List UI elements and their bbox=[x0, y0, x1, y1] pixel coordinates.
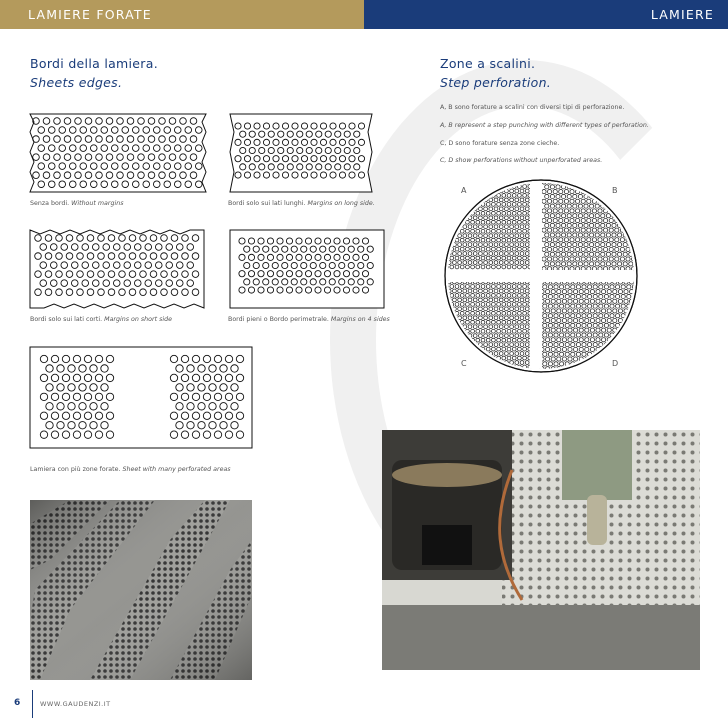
step-line-4: C, D show perforations without unperforated areas. bbox=[440, 157, 603, 164]
section-title-it: Bordi della lamiera. bbox=[30, 56, 158, 71]
label-a: A bbox=[461, 186, 467, 195]
label-c: C bbox=[461, 359, 467, 368]
sheet-long-margins bbox=[228, 112, 374, 194]
step-line-2: A, B represent a step punching with different types of perforation. bbox=[440, 122, 649, 129]
header-left-title: LAMIERE FORATE bbox=[28, 7, 152, 22]
step-perforation-diagram bbox=[436, 178, 646, 374]
sheet-short-margins bbox=[28, 228, 206, 310]
caption-short-margins: Bordi solo sui lati corti. Margins on short side bbox=[30, 316, 172, 323]
section-title-en: Sheets edges. bbox=[30, 75, 123, 90]
punching-machine-photo bbox=[382, 430, 700, 670]
label-b: B bbox=[612, 186, 618, 195]
caption-long-margins: Bordi solo sui lati lunghi. Margins on long side. bbox=[228, 200, 375, 207]
caption-four-margins: Bordi pieni o Bordo perimetrale. Margins on 4 sides bbox=[228, 316, 390, 323]
step-title-it: Zone a scalini. bbox=[440, 56, 536, 71]
label-d: D bbox=[612, 359, 619, 368]
perforated-strips-photo bbox=[30, 500, 252, 680]
step-line-1: A, B sono forature a scalini con diversi tipi di perforazione. bbox=[440, 104, 625, 111]
website-link[interactable]: WWW.GAUDENZI.IT bbox=[40, 700, 111, 708]
sheet-no-margins bbox=[28, 112, 208, 194]
caption-many-areas: Lamiera con più zone forate. Sheet with many perforated areas bbox=[30, 466, 231, 473]
step-title-en: Step perforation. bbox=[440, 75, 552, 90]
sheet-four-margins bbox=[228, 228, 386, 310]
footer-divider bbox=[32, 690, 33, 718]
header-right-title: LAMIERE bbox=[650, 7, 714, 22]
page-number: 6 bbox=[14, 698, 21, 708]
step-line-3: C, D sono forature senza zone cieche. bbox=[440, 140, 560, 147]
caption-no-margins: Senza bordi. Without margins bbox=[30, 200, 124, 207]
sheet-many-areas bbox=[28, 345, 254, 450]
